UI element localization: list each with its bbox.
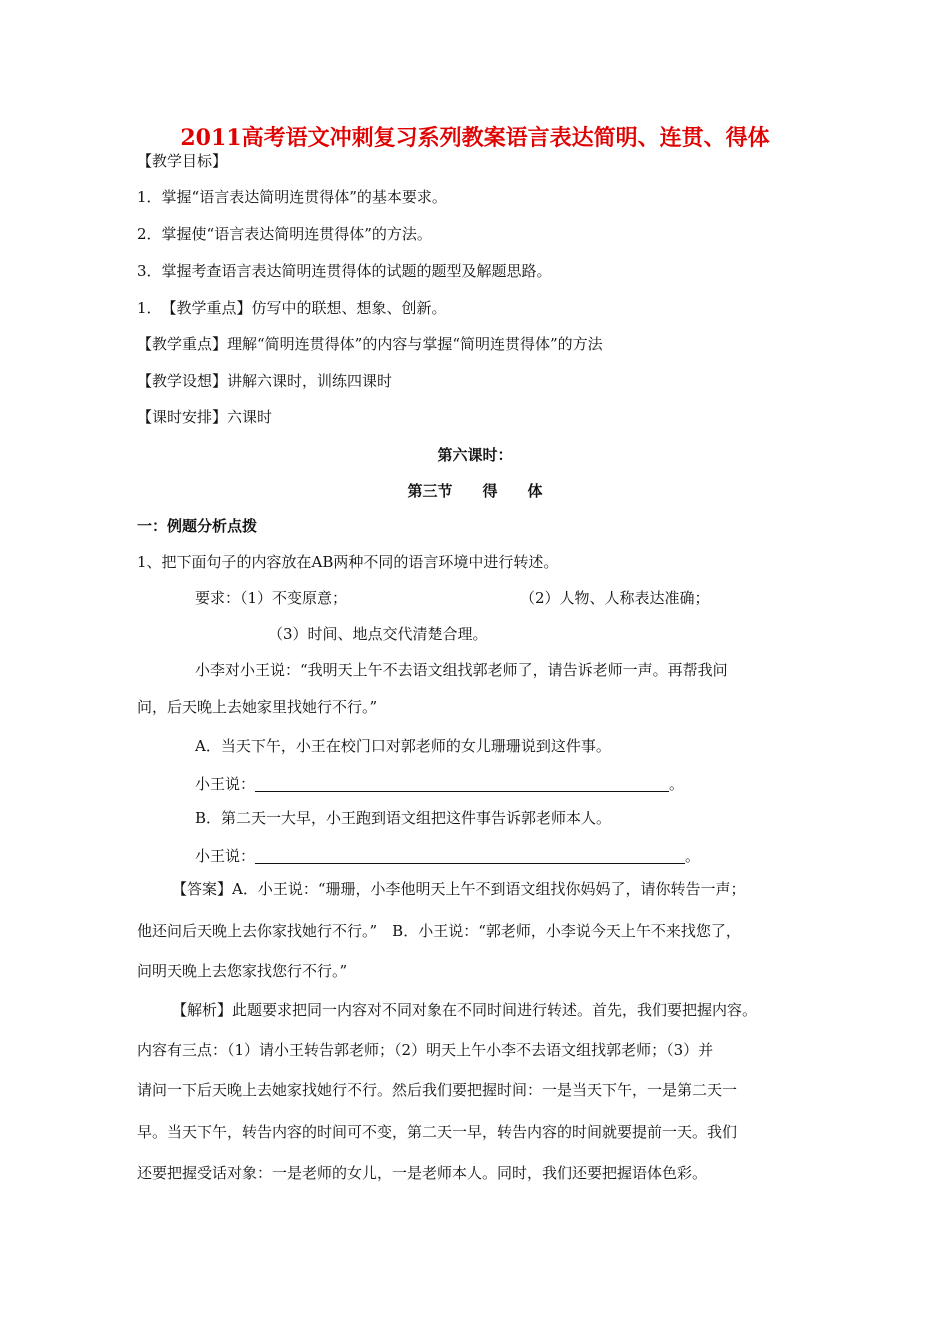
option-b-answer-line: [195, 846, 700, 866]
analysis-line: 【解析】此题要求把同一内容对不同对象在不同时间进行转述。首先，我们要把握内容。: [172, 1001, 758, 1019]
quote-line: 问，后天晚上去她家里找她行不行。”: [137, 698, 378, 716]
option-a-answer-line: [195, 774, 684, 794]
section-title: 第三节 得 体: [407, 482, 543, 500]
lesson-schedule: 【课时安排】六课时: [137, 408, 273, 426]
objectives-label: 【教学目标】: [137, 152, 228, 170]
question-intro: 1、把下面句子的内容放在AB两种不同的语言环境中进行转述。: [137, 553, 559, 571]
answer-blank[interactable]: [255, 775, 669, 792]
focus-item: 1． 【教学重点】仿写中的联想、想象、创新。: [137, 299, 447, 317]
analysis-line: 内容有三点：（1）请小王转告郭老师；（2）明天上午小李不去语文组找郭老师；（3）并: [137, 1041, 714, 1059]
option-a-end: 。: [669, 775, 685, 793]
objective-item: 1．掌握“语言表达简明连贯得体”的基本要求。: [137, 188, 447, 206]
option-b-answer-label: 小王说：: [195, 847, 256, 865]
objective-item: 2．掌握使“语言表达简明连贯得体”的方法。: [137, 225, 432, 243]
document-title: 2011高考语文冲刺复习系列教案语言表达简明、连贯、得体: [180, 125, 770, 151]
answer-line: 问明天晚上去您家找您行不行。”: [137, 962, 348, 980]
option-a-answer-label: 小王说：: [195, 775, 256, 793]
analysis-line: 还要把握受话对象：一是老师的女儿，一是老师本人。同时，我们还要把握语体色彩。: [137, 1164, 708, 1182]
requirement-3: （3）时间、地点交代清楚合理。: [268, 625, 488, 643]
option-a-text: A．当天下午，小王在校门口对郭老师的女儿珊珊说到这件事。: [195, 737, 611, 755]
answer-blank[interactable]: [255, 847, 685, 864]
objective-item: 3．掌握考查语言表达简明连贯得体的试题的题型及解题思路。: [137, 262, 552, 280]
answer-line: 【答案】A．小王说：“珊珊，小李他明天上午不到语文组找你妈妈了，请你转告一声；: [172, 880, 746, 898]
quote-line: 小李对小王说：“我明天上午不去语文组找郭老师了，请告诉老师一声。再帮我问: [195, 661, 728, 679]
answer-line: 他还问后天晚上去你家找她行不行。” B．小王说：“郭老师，小李说今天上午不来找您了，: [137, 922, 741, 940]
option-b-text: B．第二天一大早，小王跑到语文组把这件事告诉郭老师本人。: [195, 809, 612, 827]
requirement-1: 要求：（1）不变原意；: [195, 589, 348, 607]
analysis-line: 请问一下后天晚上去她家找她行不行。然后我们要把握时间：一是当天下午，一是第二天一: [137, 1081, 738, 1099]
analysis-line: 早。当天下午，转告内容的时间可不变，第二天一早，转告内容的时间就要提前一天。我们: [137, 1123, 738, 1141]
teaching-plan: 【教学设想】讲解六课时，训练四课时: [137, 372, 393, 390]
option-b-end: 。: [685, 847, 701, 865]
part-heading: 一：例题分析点拨: [137, 517, 258, 535]
lesson-title: 第六课时：: [437, 446, 513, 464]
requirement-2: （2）人物、人称表达准确；: [520, 589, 710, 607]
key-point: 【教学重点】理解“简明连贯得体”的内容与掌握“简明连贯得体”的方法: [137, 335, 603, 353]
